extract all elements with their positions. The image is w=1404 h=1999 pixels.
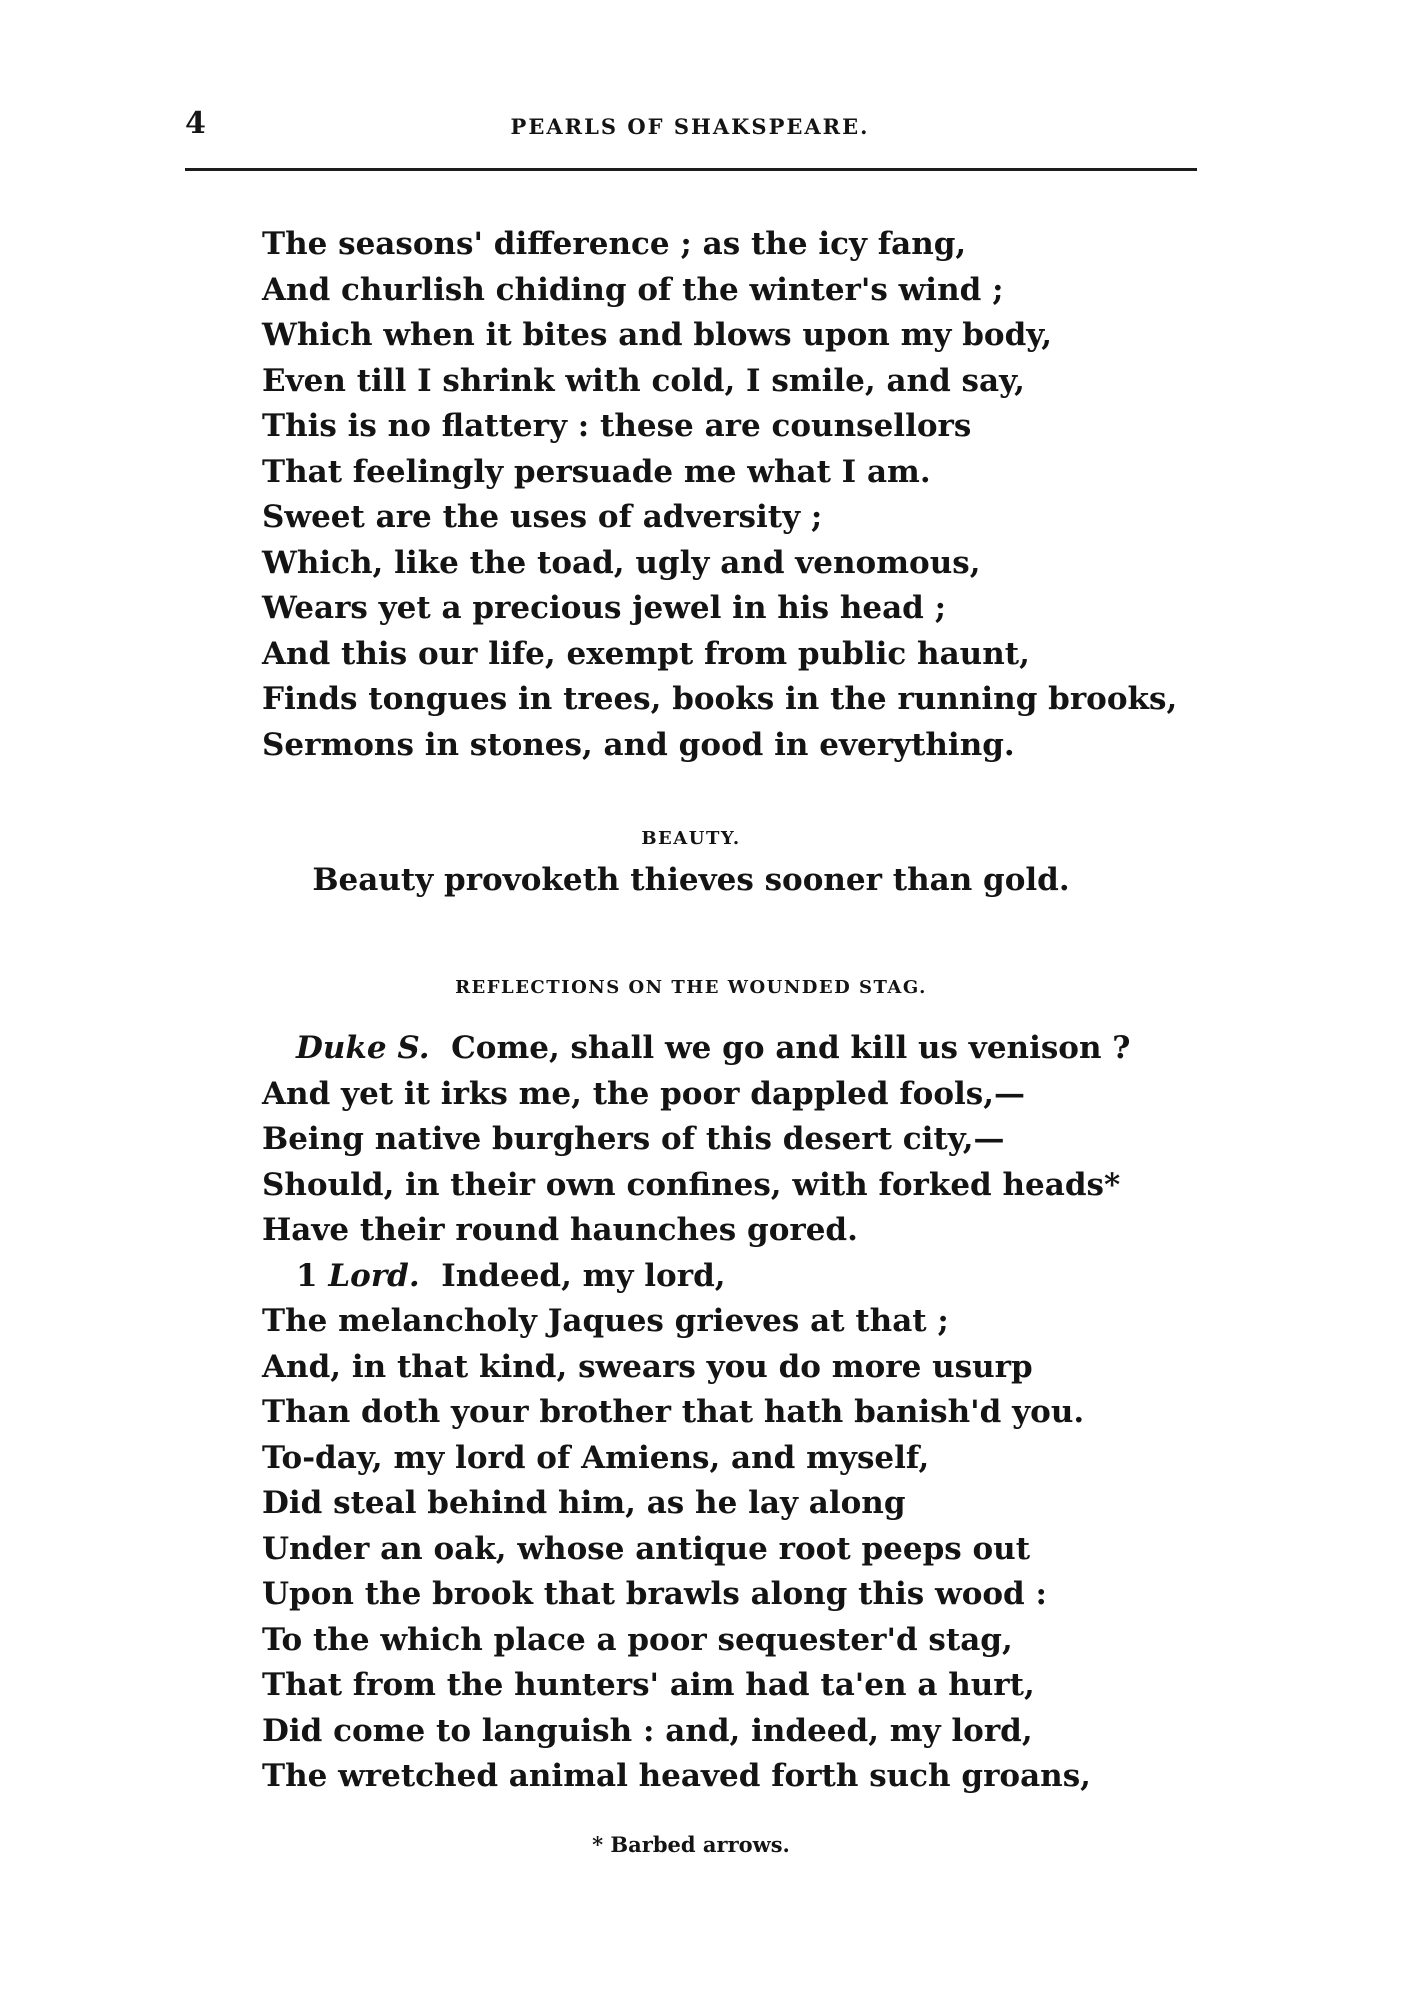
verse-adversity xyxy=(262,222,1178,768)
speaker-name: Lord. xyxy=(328,1257,420,1294)
verse-line: Did steal behind him, as he lay along xyxy=(262,1485,906,1521)
verse-line: Sermons in stones, and good in everything. xyxy=(262,726,1015,763)
verse-line: Did come to languish : and, indeed, my lord, xyxy=(262,1712,1033,1749)
verse-line: Wears yet a precious jewel in his head ; xyxy=(262,590,947,626)
page-header xyxy=(185,106,1195,146)
verse-line: And yet it irks me, the poor dappled fools,— xyxy=(262,1075,1026,1112)
verse-line: And churlish chiding of the winter's wind ; xyxy=(262,271,1004,308)
speaker-name: Duke S. xyxy=(296,1030,430,1066)
speaker-number: 1 xyxy=(296,1257,329,1294)
verse-line: To-day, my lord of Amiens, and myself, xyxy=(262,1439,930,1476)
verse-line: Have their round haunches gored. xyxy=(262,1212,858,1248)
verse-line: The wretched animal heaved forth such groans, xyxy=(262,1758,1091,1794)
section-heading-stag: REFLECTIONS ON THE WOUNDED STAG. xyxy=(455,977,927,998)
verse-line: Being native burghers of this desert city,— xyxy=(262,1121,1005,1157)
speech-opening-lord xyxy=(262,1254,1162,1300)
page-number: 4 xyxy=(185,106,206,141)
verse-line: Even till I shrink with cold, I smile, and say, xyxy=(262,362,1025,399)
verse-line: To the which place a poor sequester'd stag, xyxy=(262,1621,1013,1658)
verse-line: Which when it bites and blows upon my body, xyxy=(262,317,1053,353)
verse-line: Which, like the toad, ugly and venomous, xyxy=(262,544,981,581)
verse-line: Under an oak, whose antique root peeps out xyxy=(262,1530,1031,1567)
verse-line: Than doth your brother that hath banish'd you. xyxy=(262,1394,1085,1430)
verse-line: Finds tongues in trees, books in the running brooks, xyxy=(262,681,1178,717)
running-head: PEARLS OF SHAKSPEARE. xyxy=(510,114,870,139)
verse-line: Upon the brook that brawls along this wood : xyxy=(262,1576,1047,1612)
speech-opening-duke xyxy=(262,1026,1162,1072)
verse-line: That feelingly persuade me what I am. xyxy=(262,453,931,490)
verse-line: And, in that kind, swears you do more usurp xyxy=(262,1348,1033,1385)
verse-line: The seasons' difference ; as the icy fang, xyxy=(262,226,967,262)
speech-text: Come, shall we go and kill us venison ? xyxy=(451,1030,1131,1066)
verse-line: Sweet are the uses of adversity ; xyxy=(262,499,823,535)
verse-line: And this our life, exempt from public haunt, xyxy=(262,635,1030,672)
verse-line: That from the hunters' aim had ta'en a hurt, xyxy=(262,1667,1035,1703)
footnote: * Barbed arrows. xyxy=(592,1832,790,1857)
header-rule xyxy=(185,168,1197,171)
verse-line: Should, in their own confines, with forked heads* xyxy=(262,1166,1121,1203)
verse-line: The melancholy Jaques grieves at that ; xyxy=(262,1303,949,1339)
beauty-line: Beauty provoketh thieves sooner than gold. xyxy=(312,862,1070,898)
speech-text: Indeed, my lord, xyxy=(441,1257,726,1294)
section-heading-beauty: BEAUTY. xyxy=(641,828,741,849)
verse-line: This is no flattery : these are counsellors xyxy=(262,408,972,444)
verse-wounded-stag xyxy=(262,1026,1162,1800)
